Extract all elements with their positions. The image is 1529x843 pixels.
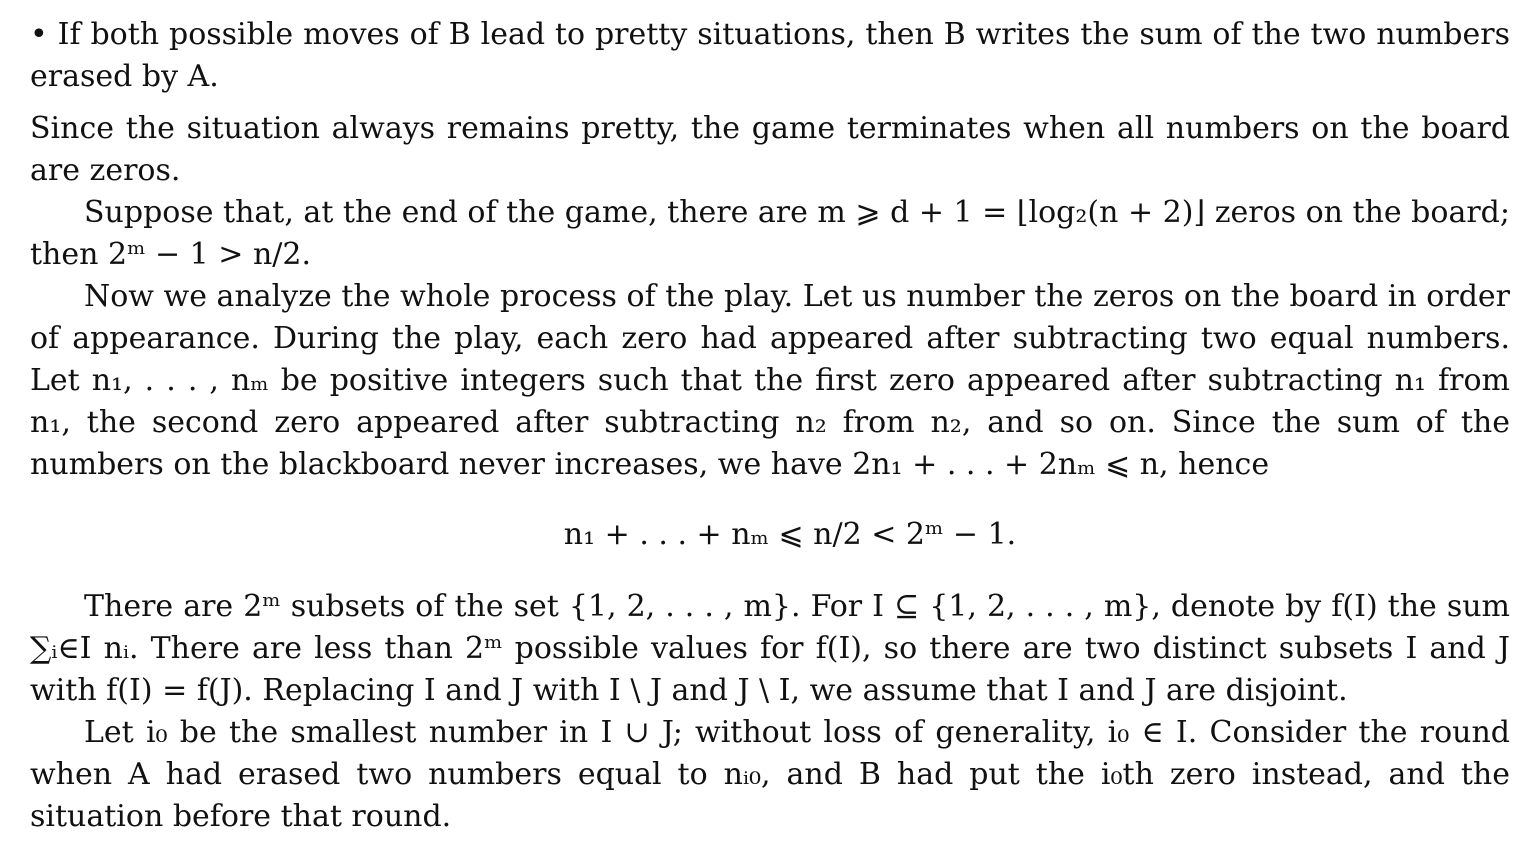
bullet-item: • If both possible moves of B lead to pretty situations, then B writes the sum of the two numbers erased by A. [30, 17, 1510, 94]
display-equation: n₁ + . . . + nₘ ⩽ n/2 < 2ᵐ − 1. [563, 517, 1017, 552]
paragraph-smallest-index: Let i₀ be the smallest number in I ∪ J; without loss of generality, i₀ ∈ I. Consider the round when A had erased two numbers equal to nᵢ₀, and B had put the i₀th zero instead, and the situation before that round. [30, 715, 1510, 834]
paragraph-suppose: Suppose that, at the end of the game, there are m ⩾ d + 1 = ⌊log₂(n + 2)⌋ zeros on the board; then 2ᵐ − 1 > n/2. [30, 195, 1510, 272]
paragraph-game-terminates: Since the situation always remains pretty, the game terminates when all numbers on the board are zeros. [30, 111, 1510, 188]
paragraph-analysis: Now we analyze the whole process of the play. Let us number the zeros on the board in order of appearance. During the play, each zero had appeared after subtracting two equal numbers. Let n₁, . . . , nₘ be positive integers such that the first zero appeared after subtracting n₁ from n₁, the second zero appeared after subtracting n₂ from n₂, and so on. Since the sum of the numbers on the blackboard never increases, we have 2n₁ + . . . + 2nₘ ⩽ n, hence [30, 279, 1510, 482]
document-page [30, 14, 1510, 838]
paragraph-subsets: There are 2ᵐ subsets of the set {1, 2, . . . , m}. For I ⊆ {1, 2, . . . , m}, denote by f(I) the sum ∑ᵢ∈I nᵢ. There are less than 2ᵐ possible values for f(I), so there are two distinct subsets I and J with f(I) = f(J). Replacing I and J with I \ J and J \ I, we assume that I and J are disjoint. [30, 589, 1510, 708]
